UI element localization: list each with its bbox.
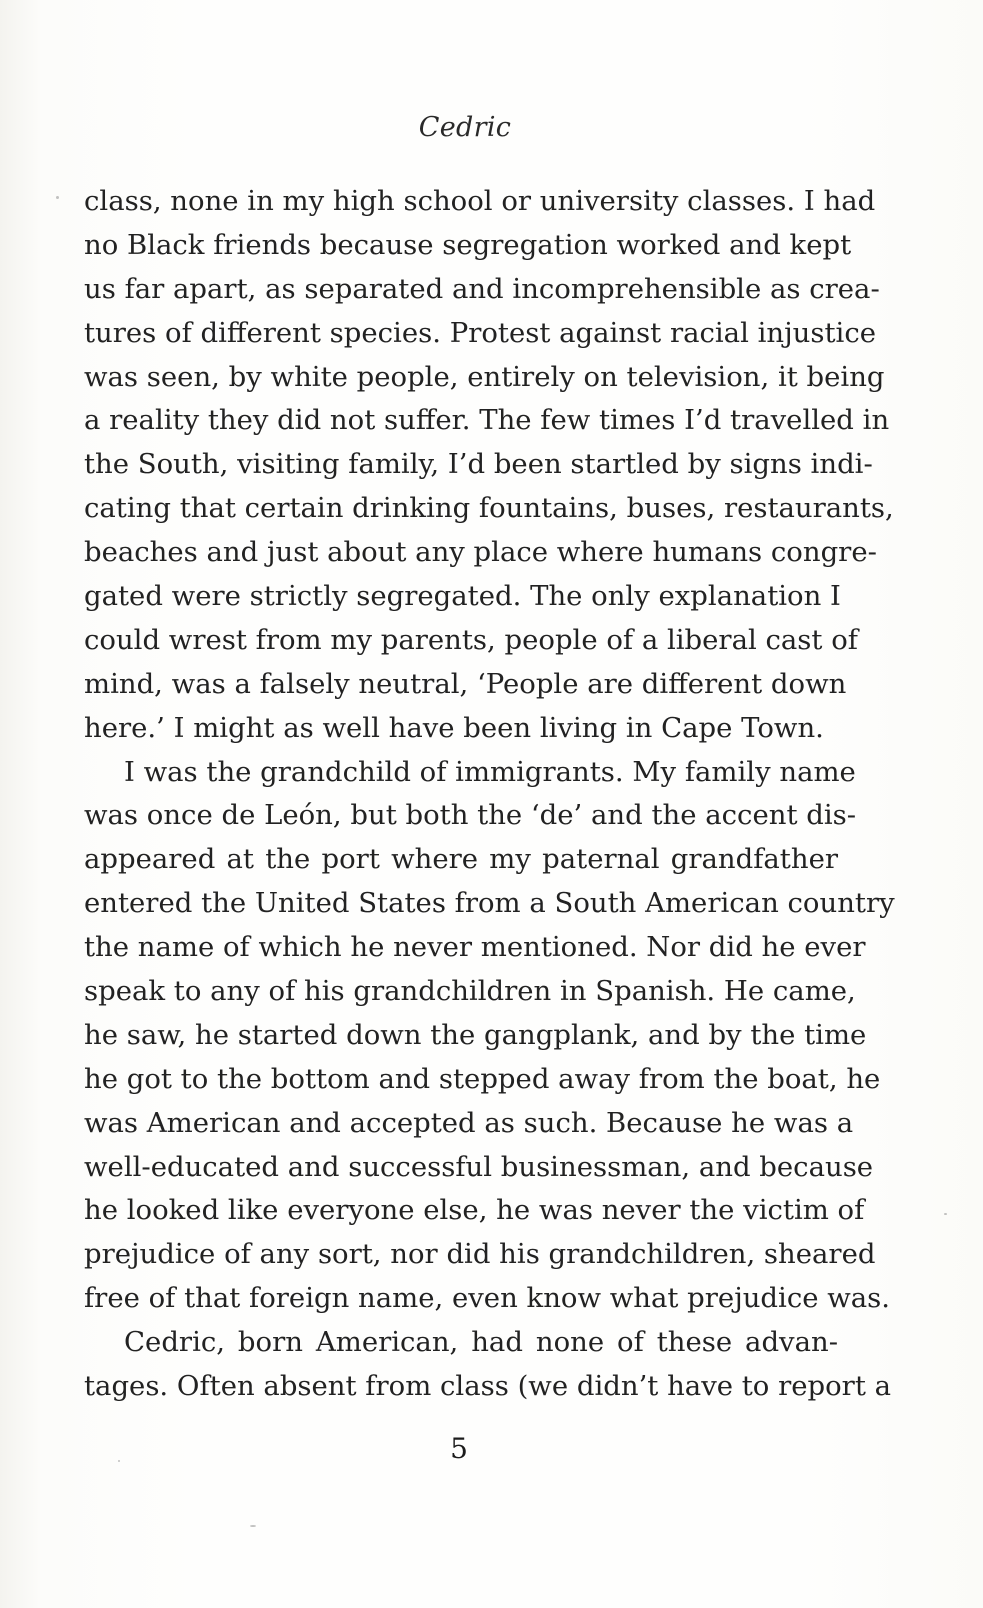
text-line: us far apart, as separated and incomprehensible as crea-	[84, 272, 880, 305]
text-line: was once de León, but both the ‘de’ and the accent dis-	[84, 799, 857, 832]
text-line: he got to the bottom and stepped away from the boat, he	[84, 1062, 881, 1095]
paper-speck	[250, 1525, 256, 1527]
text-line: tages. Often absent from class (we didn’t have to report a	[84, 1370, 892, 1403]
text-line: well-educated and successful businessman, and because	[84, 1150, 874, 1183]
text-line: cating that certain drinking fountains, buses, restaurants,	[84, 492, 894, 525]
text-line: entered the United States from a South American country	[84, 887, 895, 920]
text-line: was American and accepted as such. Because he was a	[84, 1106, 854, 1139]
paper-speck	[944, 1213, 947, 1215]
text-line: free of that foreign name, even know what prejudice was.	[84, 1282, 891, 1315]
text-line: gated were strictly segregated. The only explanation I	[84, 580, 841, 613]
text-line: appeared at the port where my paternal grandfather	[84, 843, 838, 876]
text-line: speak to any of his grandchildren in Spanish. He came,	[84, 975, 856, 1008]
text-line: prejudice of any sort, nor did his grandchildren, sheared	[84, 1238, 876, 1271]
text-line: a reality they did not suffer. The few times I’d travelled in	[84, 404, 890, 437]
text-line: could wrest from my parents, people of a liberal cast of	[84, 623, 858, 656]
text-line: I was the grandchild of immigrants. My family name	[124, 755, 856, 788]
text-line: here.’ I might as well have been living in Cape Town.	[84, 711, 824, 744]
text-line: beaches and just about any place where humans congre-	[84, 536, 877, 569]
running-head: Cedric	[418, 112, 512, 143]
text-line: the South, visiting family, I’d been startled by signs indi-	[84, 448, 873, 481]
text-line: was seen, by white people, entirely on television, it being	[84, 360, 885, 393]
text-line: tures of different species. Protest against racial injustice	[84, 316, 876, 349]
paper-speck	[118, 1460, 120, 1462]
text-line: he saw, he started down the gangplank, and by the time	[84, 1018, 867, 1051]
text-line: class, none in my high school or university classes. I had	[84, 185, 876, 217]
page-number: 5	[450, 1432, 468, 1465]
text-line: he looked like everyone else, he was never the victim of	[84, 1194, 865, 1227]
text-line: the name of which he never mentioned. Nor did he ever	[84, 931, 866, 964]
text-line: Cedric, born American, had none of these advan-	[124, 1326, 838, 1359]
body-text	[84, 180, 895, 1409]
text-line: mind, was a falsely neutral, ‘People are different down	[84, 667, 847, 700]
text-line: no Black friends because segregation worked and kept	[84, 228, 852, 261]
paper-speck	[56, 196, 59, 199]
